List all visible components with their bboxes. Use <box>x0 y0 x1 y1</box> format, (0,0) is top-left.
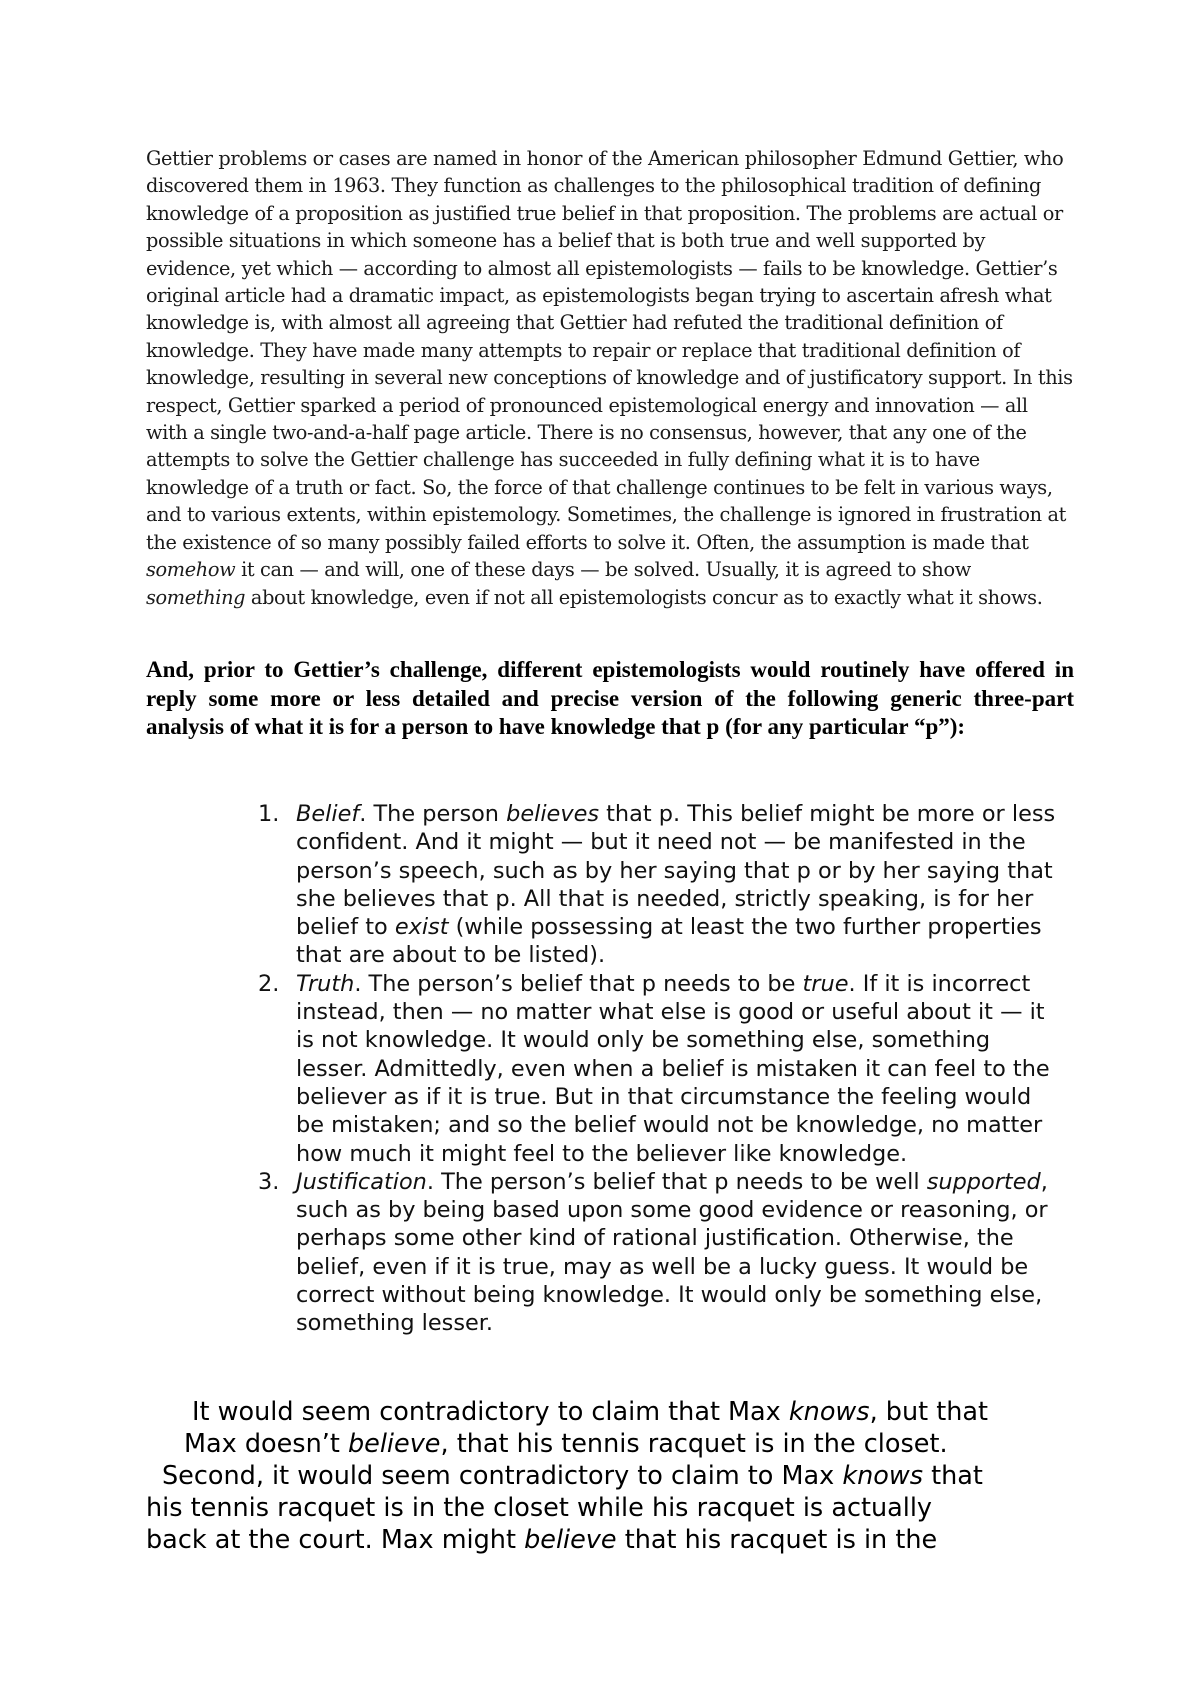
list-text: . If it is incorrect instead, then — no matter what else is good or useful about it — it is not knowledge. It would only be something else, something lesser. Admittedly, even when a belief is mistaken it can feel to the believer as if it is true. But in that circumstance the feeling would be mistaken; and so the belief would not be knowledge, no matter how much it might feel to the believer like knowledge. <box>296 970 1050 1167</box>
emphasis-knows: knows <box>842 1461 923 1491</box>
list-text: (while possessing at least the two further properties that are about to be listed). <box>296 914 1042 969</box>
example-text: It would seem contradictory to claim that Max <box>192 1397 781 1427</box>
example-text: Max doesn’t <box>184 1429 340 1459</box>
list-item-truth <box>258 970 1058 1168</box>
example-text: , but that <box>869 1397 989 1427</box>
intro-text-part-3: about knowledge, even if not all epistemologists concur as to exactly what it shows. <box>250 585 1043 609</box>
term-justification: Justification <box>296 1168 427 1195</box>
emphasis-true: true <box>802 970 849 997</box>
term-belief: Belief <box>296 801 360 827</box>
example-text: , that his tennis racquet is in the closet. <box>440 1429 948 1459</box>
list-number: 1. <box>258 801 280 827</box>
list-text: . The person <box>359 801 499 827</box>
list-item-belief <box>258 800 1058 970</box>
analysis-intro-paragraph: And, prior to Gettier’s challenge, different epistemologists would routinely have offered in reply some more or less detailed and precise version of the following generic three-part analysis of what it is for a person to have knowledge that p (for any particular “p”): <box>146 657 1074 740</box>
example-text: that <box>931 1461 983 1491</box>
emphasis-believe: believe <box>524 1525 617 1555</box>
list-text: , such as by being based upon some good evidence or reasoning, or perhaps some other kind of rational justification. Otherwise, the belief, even if it is true, may as well be a lucky guess. It would be correct without being knowledge. It would only be something else, something lesser. <box>296 1168 1048 1337</box>
example-line-5 <box>146 1524 1106 1556</box>
list-text: . The person’s belief that p needs to be <box>354 970 796 997</box>
emphasis-believes: believes <box>506 801 600 827</box>
example-text: Second, it would seem contradictory to claim to Max <box>162 1461 835 1491</box>
max-example-paragraph <box>146 1396 1106 1556</box>
emphasis-knows: knows <box>788 1397 870 1427</box>
example-text: that his racquet is in the <box>624 1525 938 1555</box>
term-truth: Truth <box>296 970 355 997</box>
example-line-2 <box>146 1428 1106 1460</box>
list-text: . The person’s belief that p needs to be well <box>426 1168 920 1195</box>
knowledge-conditions-list <box>258 800 1058 1338</box>
intro-text-part-1: Gettier problems or cases are named in honor of the American philosopher Edmund Gettier, who discovered them in 1963. They function as challenges to the philosophical tradition of defining knowledge of a proposition as justified true belief in that proposition. The problems are actual or possible situations in which someone has a belief that is both true and well supported by evidence, yet which — according to almost all epistemologists — fails to be knowledge. Gettier’s original article had a dramatic impact, as epistemologists began trying to ascertain afresh what knowledge is, with almost all agreeing that Gettier had refuted the traditional definition of knowledge. They have made many attempts to repair or replace that traditional definition of knowledge, resulting in several new conceptions of knowledge and of justificatory support. In this respect, Gettier sparked a period of pronounced epistemological energy and innovation — all with a single two-and-a-half page article. There is no consensus, however, that any one of the attempts to solve the Gettier challenge has succeeded in fully defining what it is to have knowledge of a truth or fact. So, the force of that challenge continues to be felt in various ways, and to various extents, within epistemology. Sometimes, the challenge is ignored in frustration at the existence of so many possibly failed efforts to solve it. Often, the assumption is made that <box>146 147 1073 554</box>
emphasis-something: something <box>146 585 246 609</box>
emphasis-exist: exist <box>394 914 449 941</box>
list-number: 3. <box>258 1168 280 1195</box>
example-line-3 <box>146 1460 1106 1492</box>
list-item-justification <box>258 1168 1058 1338</box>
example-line-1 <box>146 1396 1106 1428</box>
example-line-4: his tennis racquet is in the closet while his racquet is actually <box>146 1493 933 1523</box>
list-number: 2. <box>258 970 280 997</box>
intro-paragraph <box>146 145 1074 611</box>
emphasis-believe: believe <box>347 1429 441 1459</box>
list-text: that p. This belief might be more or less confident. And it might — but it need not — be manifested in the person’s speech, such as by her saying that p or by her saying that she believes that p. All that is needed, strictly speaking, is for her belief to <box>296 801 1056 941</box>
intro-text-part-2: it can — and will, one of these days — be solved. Usually, it is agreed to show <box>241 558 971 582</box>
emphasis-somehow: somehow <box>146 558 236 582</box>
example-text: back at the court. Max might <box>146 1525 516 1555</box>
emphasis-supported: supported <box>926 1168 1041 1195</box>
